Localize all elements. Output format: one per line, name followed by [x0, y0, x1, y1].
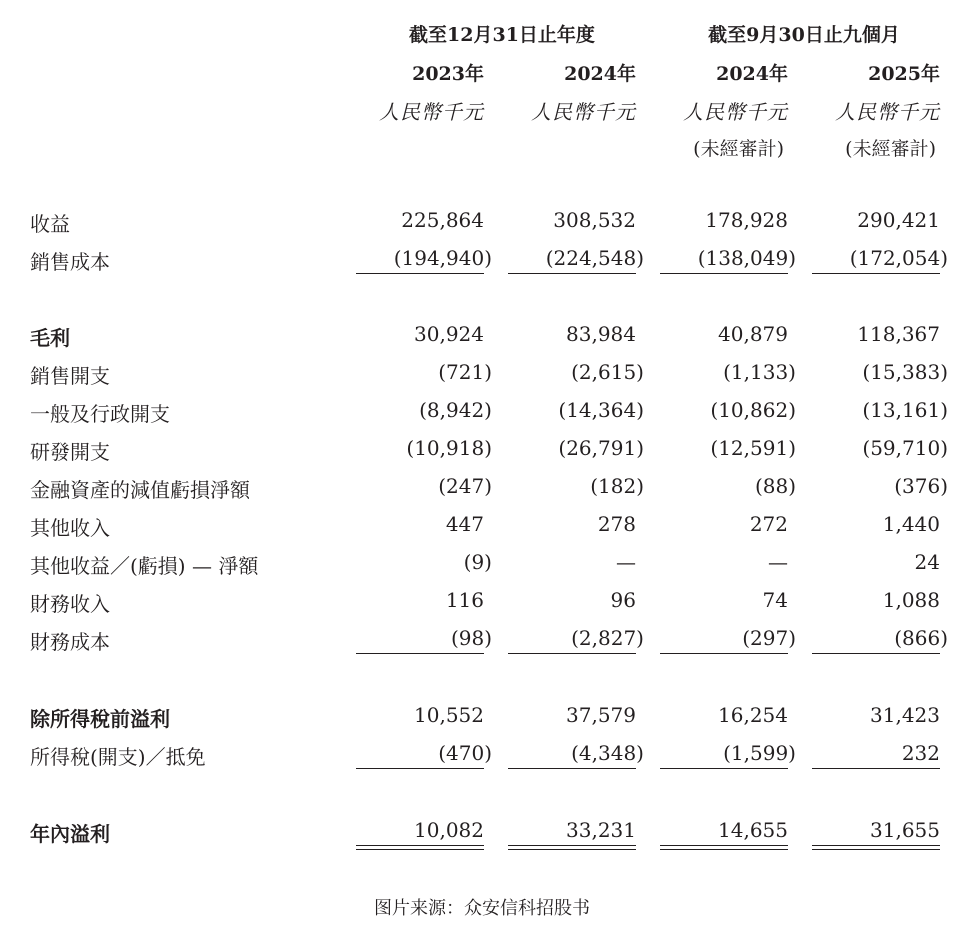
row-value: (14,364) [558, 398, 644, 422]
row-value: (866) [894, 626, 948, 650]
total-underline [356, 845, 484, 846]
row-label: 財務收入 [30, 592, 110, 616]
row-value: 40,879 [718, 322, 788, 346]
row-value: (10,862) [710, 398, 796, 422]
row-label: 除所得稅前溢利 [30, 707, 170, 731]
row-value: 308,532 [553, 208, 636, 232]
row-label: 其他收益／(虧損) — 淨額 [30, 554, 259, 578]
row-value: 225,864 [401, 208, 484, 232]
year-header: 2024年 [564, 63, 636, 85]
total-underline [508, 273, 636, 274]
row-value: 31,655 [870, 818, 940, 842]
row-value: 1,440 [882, 512, 940, 536]
unaudited-note: (未經審計) [693, 138, 784, 160]
row-label: 收益 [30, 212, 70, 236]
unaudited-note: (未經審計) [845, 138, 936, 160]
total-underline [356, 768, 484, 769]
total-underline [508, 849, 636, 850]
row-value: 74 [762, 588, 788, 612]
unit-header: 人民幣千元 [835, 100, 940, 124]
unit-header: 人民幣千元 [683, 100, 788, 124]
total-underline [812, 845, 940, 846]
row-value: 37,579 [566, 703, 636, 727]
row-value: (98) [450, 626, 492, 650]
row-value: — [616, 550, 636, 574]
row-label: 銷售成本 [30, 250, 110, 274]
total-underline [660, 845, 788, 846]
total-underline [508, 653, 636, 654]
row-value: (376) [894, 474, 948, 498]
year-header: 2025年 [868, 63, 940, 85]
period-group-fy: 截至12月31日止年度 [409, 24, 595, 46]
row-value: 14,655 [718, 818, 788, 842]
row-value: (8,942) [419, 398, 492, 422]
row-value: (88) [754, 474, 796, 498]
total-underline [508, 768, 636, 769]
row-value: (297) [742, 626, 796, 650]
total-underline [660, 768, 788, 769]
total-underline [812, 273, 940, 274]
row-value: 10,552 [414, 703, 484, 727]
row-label: 財務成本 [30, 630, 110, 654]
row-value: (247) [438, 474, 492, 498]
row-value: (13,161) [862, 398, 948, 422]
row-value: (1,133) [723, 360, 796, 384]
row-label: 所得稅(開支)／抵免 [30, 745, 206, 769]
row-value: 272 [749, 512, 788, 536]
unit-header: 人民幣千元 [379, 100, 484, 124]
row-label: 銷售開支 [30, 364, 110, 388]
row-value: (470) [438, 741, 492, 765]
row-value: 31,423 [870, 703, 940, 727]
row-value: (721) [438, 360, 492, 384]
row-value: 278 [597, 512, 636, 536]
row-label: 金融資產的減值虧損淨額 [30, 478, 250, 502]
period-group-9m: 截至9月30日止九個月 [708, 24, 900, 46]
year-header: 2023年 [412, 63, 484, 85]
total-underline [356, 849, 484, 850]
row-value: (9) [463, 550, 492, 574]
row-value: 232 [901, 741, 940, 765]
row-value: (224,548) [545, 246, 644, 270]
row-value: (182) [590, 474, 644, 498]
year-header: 2024年 [716, 63, 788, 85]
row-value: (15,383) [862, 360, 948, 384]
row-value: 116 [445, 588, 484, 612]
row-value: 1,088 [882, 588, 940, 612]
unit-header: 人民幣千元 [531, 100, 636, 124]
total-underline [660, 849, 788, 850]
row-value: (138,049) [697, 246, 796, 270]
row-value: 33,231 [566, 818, 636, 842]
row-value: 30,924 [414, 322, 484, 346]
total-underline [660, 653, 788, 654]
total-underline [812, 849, 940, 850]
total-underline [356, 653, 484, 654]
total-underline [812, 768, 940, 769]
total-underline [812, 653, 940, 654]
row-label: 年內溢利 [30, 822, 110, 846]
row-value: (194,940) [393, 246, 492, 270]
row-value: (59,710) [862, 436, 948, 460]
row-value: 118,367 [857, 322, 940, 346]
total-underline [660, 273, 788, 274]
row-value: (1,599) [723, 741, 796, 765]
row-label: 毛利 [30, 326, 70, 350]
row-value: 10,082 [414, 818, 484, 842]
row-value: (2,615) [571, 360, 644, 384]
total-underline [508, 845, 636, 846]
row-value: 178,928 [705, 208, 788, 232]
row-value: (10,918) [406, 436, 492, 460]
row-label: 其他收入 [30, 516, 110, 540]
row-value: 24 [914, 550, 940, 574]
row-value: 447 [445, 512, 484, 536]
row-value: — [768, 550, 788, 574]
row-value: (12,591) [710, 436, 796, 460]
row-label: 研發開支 [30, 440, 110, 464]
row-value: 290,421 [857, 208, 940, 232]
row-value: 96 [610, 588, 636, 612]
total-underline [356, 273, 484, 274]
row-value: (26,791) [558, 436, 644, 460]
row-value: (4,348) [571, 741, 644, 765]
row-label: 一般及行政開支 [30, 402, 170, 426]
row-value: 83,984 [566, 322, 636, 346]
row-value: 16,254 [718, 703, 788, 727]
source-caption: 图片来源：众安信科招股书 [374, 898, 590, 919]
row-value: (172,054) [849, 246, 948, 270]
row-value: (2,827) [571, 626, 644, 650]
